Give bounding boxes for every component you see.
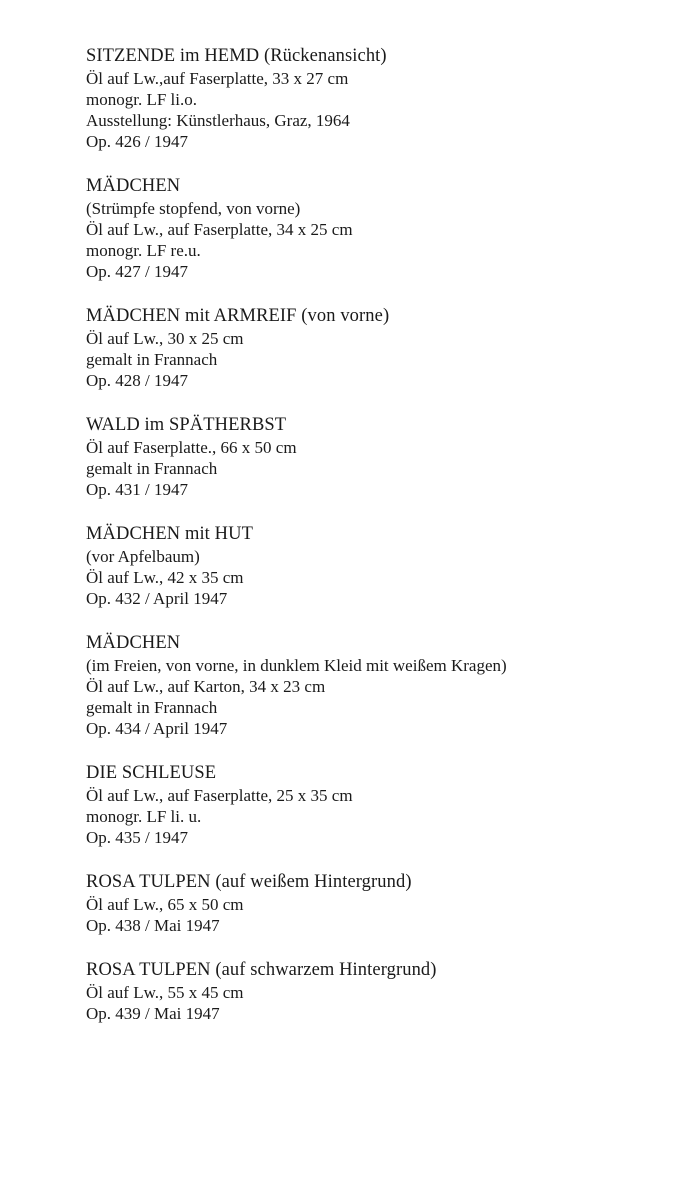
catalog-entry xyxy=(86,959,675,1024)
entry-detail-line: monogr. LF li. u. xyxy=(86,807,202,826)
entry-detail-line: Ausstellung: Künstlerhaus, Graz, 1964 xyxy=(86,111,350,130)
entry-detail-line: Op. 435 / 1947 xyxy=(86,828,188,847)
catalog-entry xyxy=(86,305,675,391)
catalog-entry xyxy=(86,632,675,739)
entry-detail-line: monogr. LF li.o. xyxy=(86,90,197,109)
entry-detail-line: Öl auf Lw., 55 x 45 cm xyxy=(86,983,244,1002)
catalog-entry xyxy=(86,523,675,609)
entry-detail-line: gemalt in Frannach xyxy=(86,698,218,717)
entry-title: MÄDCHEN xyxy=(86,633,181,653)
entry-detail-line: (im Freien, von vorne, in dunklem Kleid mit weißem Kragen) xyxy=(86,656,507,675)
entry-detail-line: Öl auf Lw., auf Faserplatte, 25 x 35 cm xyxy=(86,786,353,805)
entry-detail-line: Öl auf Lw., auf Karton, 34 x 23 cm xyxy=(86,677,326,696)
entry-detail-line: (Strümpfe stopfend, von vorne) xyxy=(86,199,301,218)
entry-detail-line: Öl auf Lw., 42 x 35 cm xyxy=(86,568,244,587)
entry-detail-line: Op. 432 / April 1947 xyxy=(86,589,228,608)
entry-title: ROSA TULPEN (auf schwarzem Hintergrund) xyxy=(86,960,437,980)
entry-title: WALD im SPÄTHERBST xyxy=(86,415,287,435)
entry-detail-line: Op. 426 / 1947 xyxy=(86,132,188,151)
catalog-entry xyxy=(86,762,675,848)
entry-detail-line: gemalt in Frannach xyxy=(86,459,218,478)
entry-detail-line: Öl auf Lw., 30 x 25 cm xyxy=(86,329,244,348)
entry-title: MÄDCHEN mit ARMREIF (von vorne) xyxy=(86,306,390,326)
entry-detail-line: Op. 439 / Mai 1947 xyxy=(86,1004,220,1023)
catalog-entry xyxy=(86,45,675,152)
entry-detail-line: (vor Apfelbaum) xyxy=(86,547,200,566)
entry-title: ROSA TULPEN (auf weißem Hintergrund) xyxy=(86,872,412,892)
entry-detail-line: Öl auf Faserplatte., 66 x 50 cm xyxy=(86,438,297,457)
entry-detail-line: Öl auf Lw., 65 x 50 cm xyxy=(86,895,244,914)
entry-detail-line: monogr. LF re.u. xyxy=(86,241,201,260)
entry-detail-line: Öl auf Lw., auf Faserplatte, 34 x 25 cm xyxy=(86,220,353,239)
entry-detail-line: gemalt in Frannach xyxy=(86,350,218,369)
entry-detail-line: Op. 431 / 1947 xyxy=(86,480,188,499)
entry-title: MÄDCHEN mit HUT xyxy=(86,524,253,544)
entry-detail-line: Op. 427 / 1947 xyxy=(86,262,188,281)
catalog-entry xyxy=(86,414,675,500)
catalog-entry xyxy=(86,175,675,282)
entry-title: DIE SCHLEUSE xyxy=(86,763,217,783)
entry-detail-line: Op. 438 / Mai 1947 xyxy=(86,916,220,935)
entry-detail-line: Öl auf Lw.,auf Faserplatte, 33 x 27 cm xyxy=(86,69,349,88)
entry-title: SITZENDE im HEMD (Rückenansicht) xyxy=(86,46,387,66)
entry-detail-line: Op. 428 / 1947 xyxy=(86,371,188,390)
catalog-entry xyxy=(86,871,675,936)
entry-detail-line: Op. 434 / April 1947 xyxy=(86,719,228,738)
entry-title: MÄDCHEN xyxy=(86,176,181,196)
